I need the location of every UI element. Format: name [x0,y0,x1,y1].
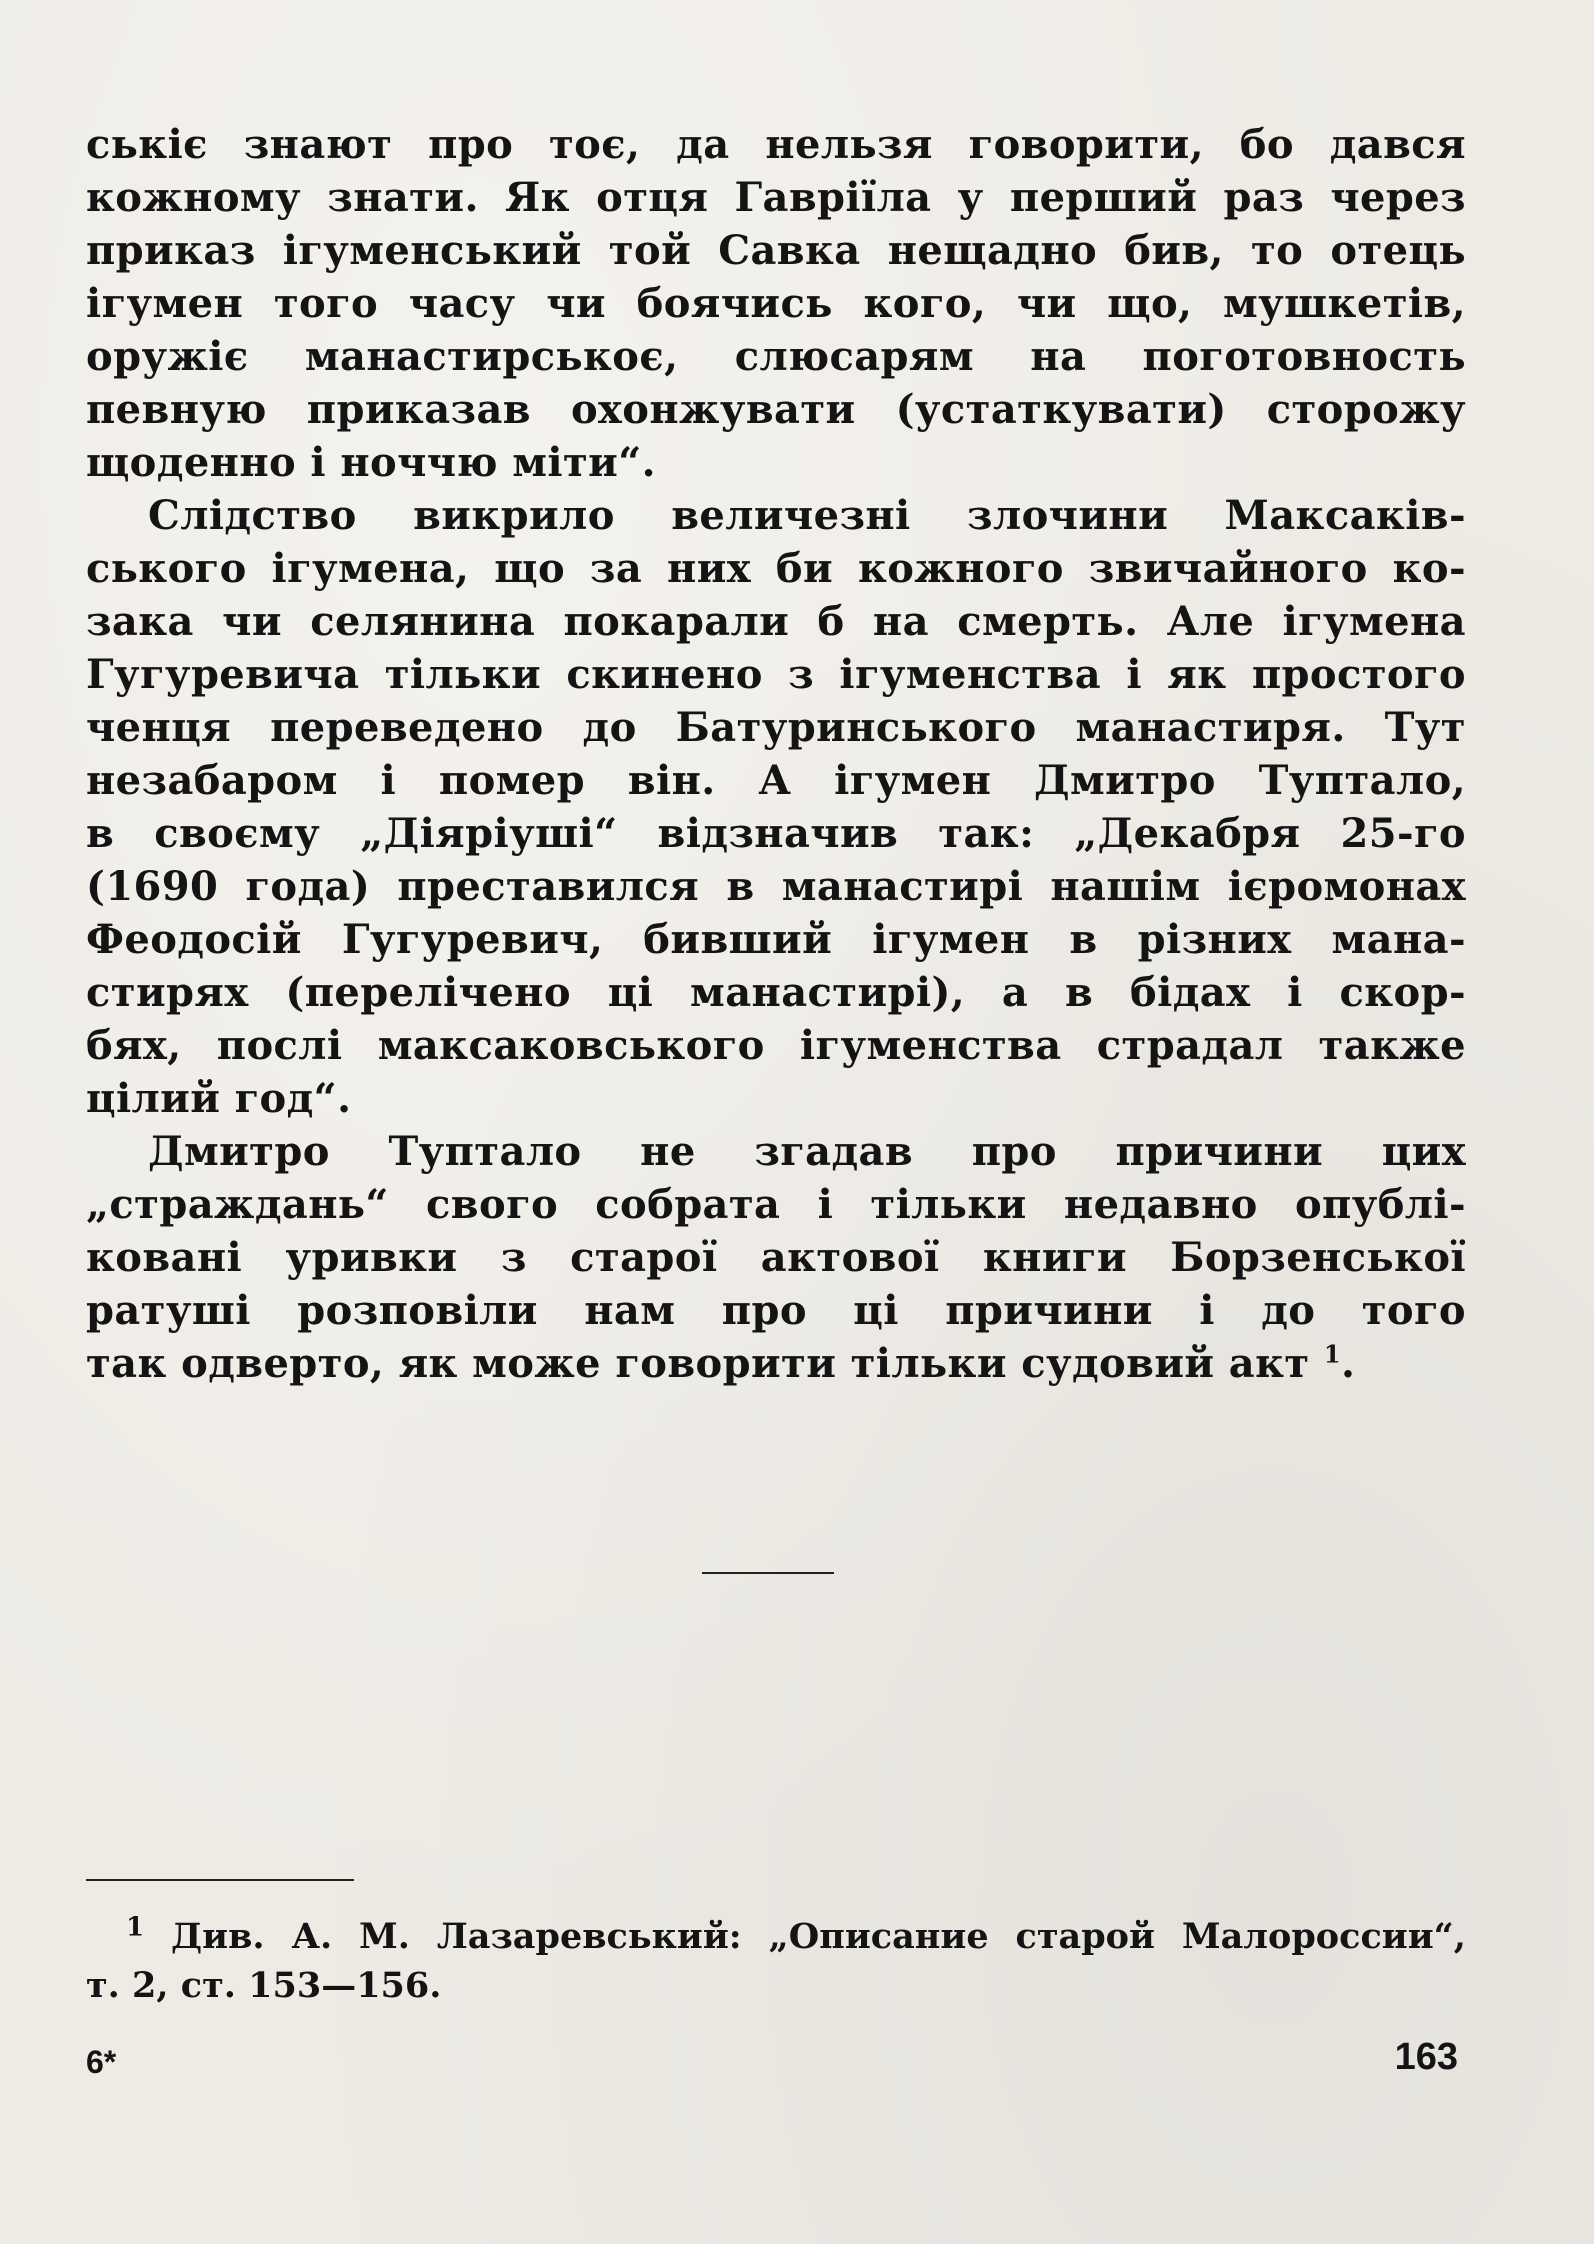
text-line-with-footnote-ref: так одверто, як може говорити тільки судовий акт $^1$. [86,1339,1356,1387]
printer-signature-mark: 6* [86,2044,117,2080]
text-line: (1690 года) преставился в манастирі нашім ієромонах [86,863,1466,910]
paragraph-1 [86,118,1466,489]
paragraph-2 [86,489,1466,1125]
text-line: ковані уривки з старої актової книги Борзенської [86,1234,1466,1281]
footnote-reference[interactable]: 1 [1323,1339,1342,1369]
text-line: щоденно і ноччю міти“. [86,439,656,486]
text-line: Дмитро Туптало не згадав про причини цих [148,1128,1466,1175]
text-line: ченця переведено до Батуринського манастиря. Тут [86,704,1466,751]
text-line: зака чи селянина покарали б на смерть. Але ігумена [86,598,1466,645]
text-line: оружіє манастирськоє, слюсарям на поготовность [86,333,1466,380]
footnote-marker: 1 [126,1912,145,1943]
text-line: бях, послі максаковського ігуменства страдал также [86,1022,1466,1069]
text-line: так одверто, як може говорити тільки судовий акт [86,1340,1310,1387]
section-divider [702,1572,834,1574]
text-line: незабаром і помер він. А ігумен Дмитро Туптало, [86,757,1466,804]
text-line: Феодосій Гугуревич, бивший ігумен в різних мана- [86,916,1466,963]
footnote-line-2: т. 2, ст. 153—156. [86,1965,442,2006]
text-line: Слідство викрило величезні злочини Максаків- [148,492,1466,539]
footnote [86,1912,1466,2010]
text-line: „страждань“ свого собрата і тільки недавно опублі- [86,1181,1466,1228]
footnote-text: Див. А. М. Лазаревський: „Описание старой Малороссии“, [170,1916,1466,1957]
page-number: 163 [1394,2036,1458,2078]
footnote-divider [86,1879,354,1881]
text-line: ратуші розповіли нам про ці причини і до того [86,1287,1466,1334]
footnote-line-1 [86,1912,1466,1961]
text-line: ського ігумена, що за них би кожного звичайного ко- [86,545,1466,592]
text-line: ігумен того часу чи боячись кого, чи що, мушкетів, [86,280,1466,327]
text-line: цілий год“. [86,1075,352,1122]
text-line: стирях (перелічено ці манастирі), а в бідах і скор- [86,969,1466,1016]
body-text [86,118,1466,1390]
text-line: в своєму „Діяріуші“ відзначив так: „Декабря 25-го [86,810,1466,857]
text-line: Гугуревича тільки скинено з ігуменства і як простого [86,651,1466,698]
text-line: ськіє знают про тоє, да нельзя говорити, бо дався [86,121,1466,168]
paragraph-3 [86,1125,1466,1390]
text-line: певную приказав охонжувати (устаткувати) сторожу [86,386,1466,433]
text-line: кожному знати. Як отця Гавріїла у перший раз через [86,174,1466,221]
text-line: приказ ігуменський той Савка нещадно бив, то отець [86,227,1466,274]
